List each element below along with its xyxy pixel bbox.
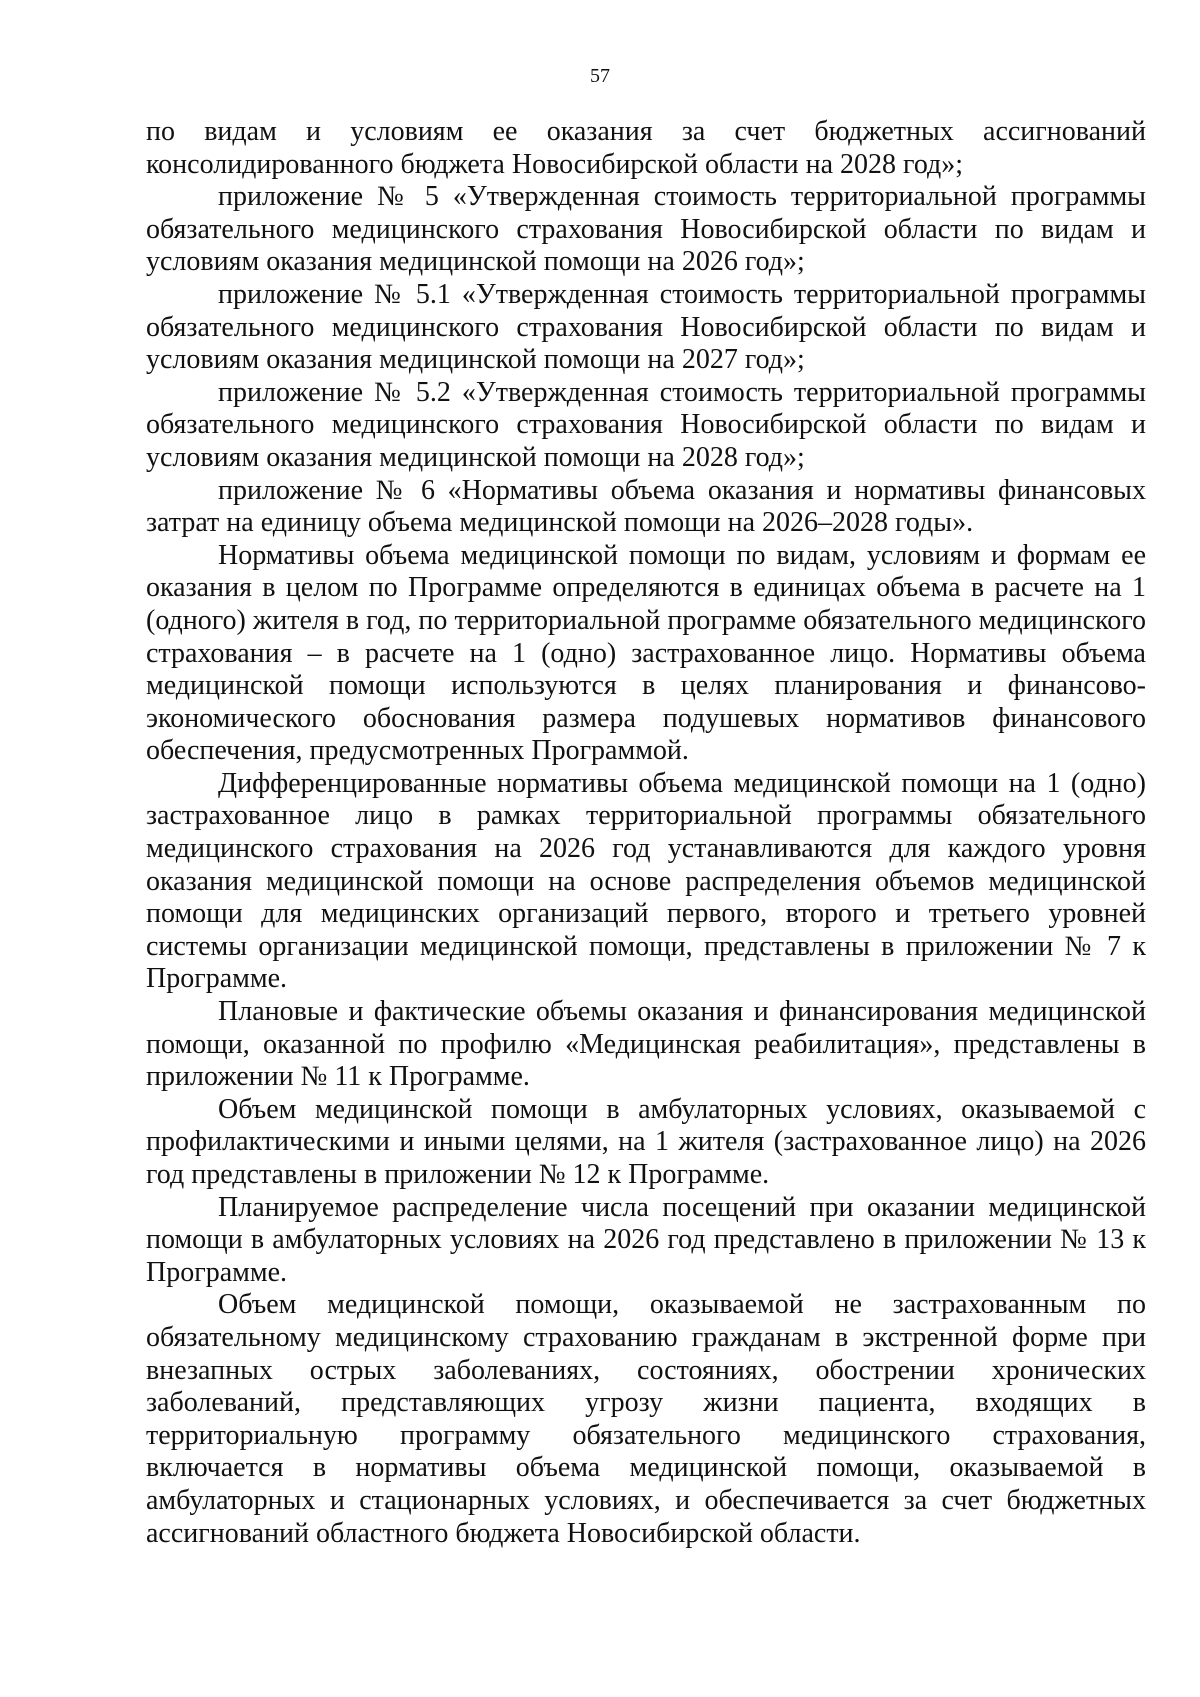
paragraph-appendix-6: приложение № 6 «Нормативы объема оказания и нормативы финансовых затрат на единицу объема медицинской помощи на 2026–2028 годы». [146, 474, 1146, 539]
paragraph-uninsured-emergency: Объем медицинской помощи, оказываемой не застрахованным по обязательному медицинскому страхованию гражданам в экстренной форме при внезапных острых заболеваниях, состояниях, обострении хронических заболеваний, представляющих угрозу жизни пациента, входящих в территориальную программу обязательного медицинского страхования, включается в нормативы объема медицинской помощи, оказываемой в амбулаторных и стационарных условиях, и обеспечивается за счет бюджетных ассигнований областного бюджета Новосибирской области. [146, 1289, 1146, 1549]
document-body [146, 116, 1146, 1550]
paragraph-volume-norms: Нормативы объема медицинской помощи по видам, условиям и формам ее оказания в целом по Программе определяются в единицах объема в расчете на 1 (одного) жителя в год, по территориальной программе обязательного медицинского страхования – в расчете на 1 (одно) застрахованное лицо. Нормативы объема медицинской помощи используются в целях планирования и финансово-экономического обоснования размера подушевых нормативов финансового обеспечения, предусмотренных Программой. [146, 539, 1146, 767]
paragraph-rehabilitation: Плановые и фактические объемы оказания и финансирования медицинской помощи, оказанной по профилю «Медицинская реабилитация», представлены в приложении № 11 к Программе. [146, 996, 1146, 1093]
paragraph-visits-distribution: Планируемое распределение числа посещений при оказании медицинской помощи в амбулаторных условиях на 2026 год представлено в приложении № 13 к Программе. [146, 1191, 1146, 1288]
paragraph-appendix-5: приложение № 5 «Утвержденная стоимость территориальной программы обязательного медицинского страхования Новосибирской области по видам и условиям оказания медицинской помощи на 2026 год»; [146, 181, 1146, 278]
page-number: 57 [590, 65, 610, 87]
paragraph-appendix-5-1: приложение № 5.1 «Утвержденная стоимость территориальной программы обязательного медицинского страхования Новосибирской области по видам и условиям оказания медицинской помощи на 2027 год»; [146, 278, 1146, 376]
paragraph-appendix-5-2: приложение № 5.2 «Утвержденная стоимость территориальной программы обязательного медицинского страхования Новосибирской области по видам и условиям оказания медицинской помощи на 2028 год»; [146, 376, 1146, 473]
paragraph-continued: по видам и условиям ее оказания за счет бюджетных ассигнований консолидированного бюджета Новосибирской области на 2028 год»; [146, 116, 1146, 180]
paragraph-outpatient-volume: Объем медицинской помощи в амбулаторных условиях, оказываемой с профилактическими и иными целями, на 1 жителя (застрахованное лицо) на 2026 год представлены в приложении № 12 к Программе. [146, 1093, 1146, 1190]
paragraph-differentiated-norms: Дифференцированные нормативы объема медицинской помощи на 1 (одно) застрахованное лицо в рамках территориальной программы обязательного медицинского страхования на 2026 год устанавливаются для каждого уровня оказания медицинской помощи на основе распределения объемов медицинской помощи для медицинских организаций первого, второго и третьего уровней системы организации медицинской помощи, представлены в приложении № 7 к Программе. [146, 767, 1146, 995]
